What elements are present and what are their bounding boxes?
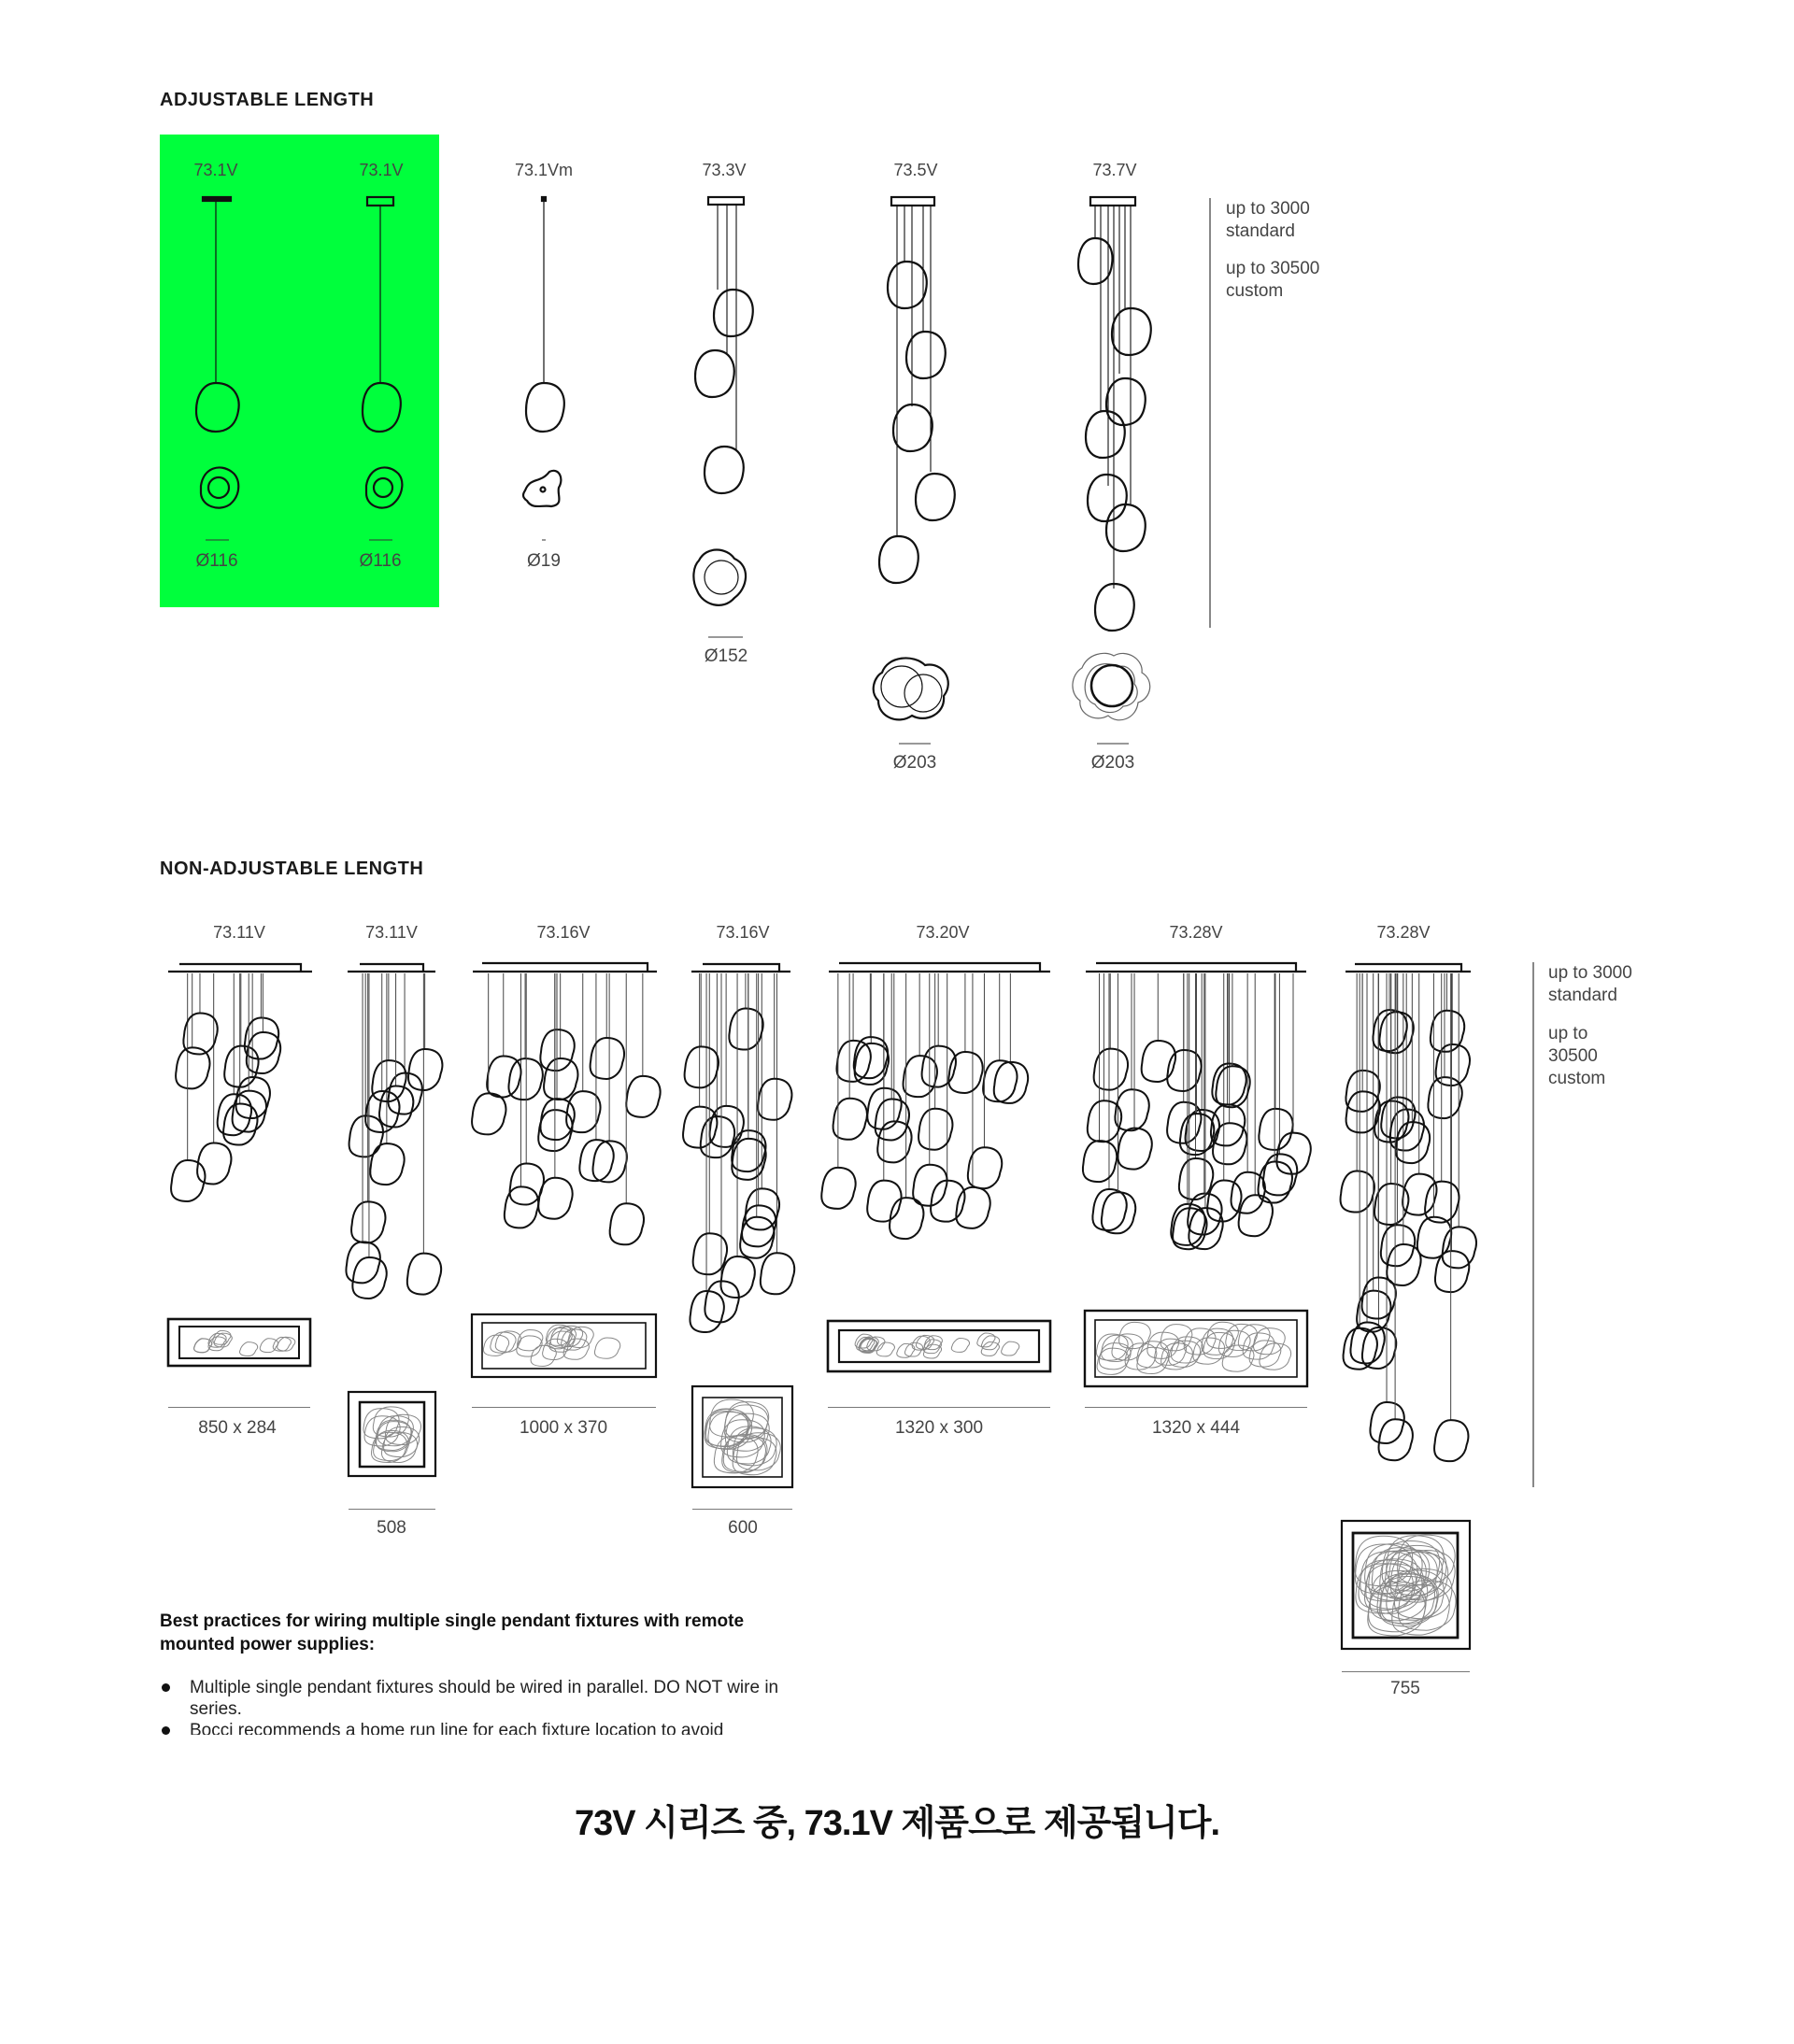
diameter-label: Ø116 xyxy=(359,551,402,571)
pendant-glass xyxy=(472,1093,505,1134)
pendant-glass xyxy=(1428,1077,1461,1118)
adjustable-section-title: ADJUSTABLE LENGTH xyxy=(160,90,375,110)
pendant-glass xyxy=(1179,1158,1213,1199)
pendant-glass xyxy=(931,1181,964,1222)
pendant-glass xyxy=(1002,1341,1019,1356)
non-adjustable-section-title: NON-ADJUSTABLE LENGTH xyxy=(160,859,424,879)
model-label: 73.28V xyxy=(1169,923,1223,942)
pendant-glass xyxy=(1434,1420,1468,1461)
pendant-glass xyxy=(408,1049,442,1090)
pendant-glass xyxy=(1377,1573,1434,1623)
pendant-glass xyxy=(579,1140,613,1181)
dimension-label: 1320 x 300 xyxy=(894,1418,984,1438)
pendant-glass xyxy=(867,1088,901,1129)
pendant-glass xyxy=(1160,1325,1192,1351)
pendant-glass xyxy=(591,1038,624,1079)
pendant-glass xyxy=(740,1217,774,1258)
pendant-glass xyxy=(761,1253,794,1294)
pendant-glass xyxy=(247,1032,280,1073)
dimension-line xyxy=(1342,1671,1470,1672)
pendant-glass xyxy=(981,1336,999,1350)
model-label: 73.1V xyxy=(359,161,404,179)
model-label: 73.5V xyxy=(893,161,938,179)
pendant-glass xyxy=(1341,1171,1374,1213)
pendant-glass xyxy=(540,1099,574,1140)
dimension-label: 850 x 284 xyxy=(198,1418,277,1438)
dimension-line xyxy=(168,1407,310,1408)
diameter-label: Ø203 xyxy=(1090,753,1135,773)
caption: 73V 시리즈 중, 73.1V 제품으로 제공됩니다. xyxy=(574,1804,1220,1843)
pendant-glass xyxy=(370,1143,404,1185)
dimension-label: 600 xyxy=(728,1518,758,1538)
diameter-label: Ø203 xyxy=(892,753,937,773)
length-indicator-line xyxy=(1532,962,1534,1487)
pendant-glass xyxy=(510,1164,544,1205)
list-item: Bocci recommends a home run line for each fixture location to avoid xyxy=(160,1720,814,1735)
length-note-custom: up to 30500 custom xyxy=(1548,1024,1606,1088)
dimension-line xyxy=(692,1509,792,1510)
length-note-standard: up to 3000 standard xyxy=(1548,963,1632,1005)
model-label: 73.11V xyxy=(213,923,265,942)
list-item: Multiple single pendant fixtures should be wired in parallel. DO NOT wire in series. xyxy=(160,1677,814,1720)
best-practices-list xyxy=(160,1677,814,1735)
pendant-glass xyxy=(1207,1180,1241,1221)
dimension-line xyxy=(1085,1407,1307,1408)
pendant-glass xyxy=(407,1254,441,1295)
model-label: 73.1Vm xyxy=(514,161,574,179)
diameter-label: Ø19 xyxy=(527,551,561,571)
pendant-glass xyxy=(685,1046,719,1087)
model-label: 73.20V xyxy=(916,923,970,942)
pendant-glass xyxy=(592,1141,626,1182)
pendant-glass xyxy=(904,1056,937,1097)
dimension-line xyxy=(828,1407,1050,1408)
length-note-standard: up to 3000 standard xyxy=(1226,199,1310,241)
length-note-custom: up to 30500 custom xyxy=(1226,259,1320,301)
pendant-glass xyxy=(1259,1109,1292,1150)
pendant-glass xyxy=(913,1165,947,1206)
pendant-glass xyxy=(224,1046,258,1087)
pendant-glass xyxy=(904,1342,922,1356)
pendant-glass xyxy=(218,1094,251,1135)
pendant-glass xyxy=(746,1188,779,1229)
pendant-glass xyxy=(610,1203,644,1244)
model-label: 73.11V xyxy=(365,923,418,942)
dimension-label: 755 xyxy=(1390,1679,1420,1698)
dimension-line xyxy=(472,1407,656,1408)
best-practices-title: Best practices for wiring multiple single pendant fixtures with remote mounted power supplies: xyxy=(160,1611,745,1654)
model-label: 73.28V xyxy=(1376,923,1431,942)
pendant-glass xyxy=(351,1201,385,1242)
dimension-label: 1000 x 370 xyxy=(519,1418,608,1438)
pendant-glass xyxy=(594,1338,619,1358)
pendant-glass xyxy=(758,1079,791,1120)
dimension-label: 508 xyxy=(377,1518,406,1538)
model-label: 73.1V xyxy=(193,161,238,179)
pendant-glass xyxy=(544,1058,577,1100)
pendant-glass xyxy=(1083,1141,1117,1182)
diameter-label: Ø152 xyxy=(704,646,748,666)
model-label: 73.16V xyxy=(716,923,770,942)
pendant-glass xyxy=(214,1333,232,1347)
pendant-glass xyxy=(278,1337,295,1351)
pendant-glass xyxy=(240,1342,258,1356)
diameter-label: Ø116 xyxy=(195,551,238,571)
pendant-glass xyxy=(977,1333,995,1347)
model-label: 73.16V xyxy=(536,923,591,942)
pendant-glass xyxy=(693,1233,727,1274)
pendant-glass xyxy=(245,1018,278,1059)
pendant-glass xyxy=(197,1143,231,1184)
model-label: 73.7V xyxy=(1092,161,1137,179)
pendant-glass xyxy=(1425,1182,1459,1223)
pendant-glass xyxy=(951,1339,969,1353)
pendant-glass xyxy=(1379,1012,1413,1053)
pendant-glass xyxy=(346,1242,379,1283)
pendant-glass xyxy=(956,1187,990,1228)
pendant-glass xyxy=(1362,1327,1396,1369)
pendant-glass xyxy=(821,1168,855,1209)
pendant-glass xyxy=(626,1076,660,1117)
dimension-label: 1320 x 444 xyxy=(1151,1418,1241,1438)
model-label: 73.3V xyxy=(702,161,747,179)
pendant-glass xyxy=(1118,1128,1151,1170)
dimension-line xyxy=(349,1509,435,1510)
pendant-glass xyxy=(352,1257,386,1299)
